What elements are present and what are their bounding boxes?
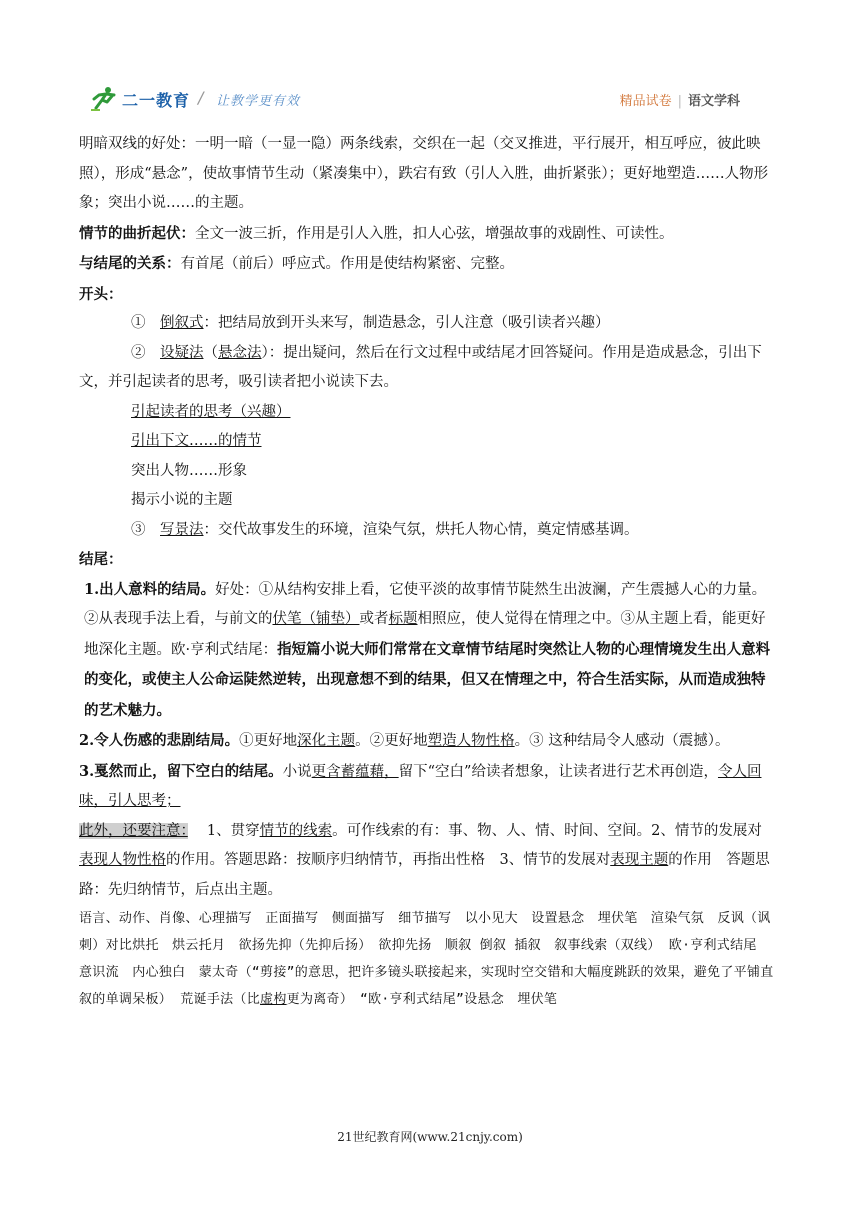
paragraph-terms — [79, 905, 775, 1013]
item-scenery — [79, 516, 775, 546]
item-flashback — [79, 309, 775, 339]
term-deepen-theme: 深化主题 — [297, 733, 356, 749]
header-subject: 语文学科 — [687, 94, 740, 109]
header-label: 精品试卷 — [619, 94, 672, 109]
ending-tragic — [79, 726, 775, 757]
ending-unexpected — [79, 575, 775, 727]
text-scenery: ：交代故事发生的环境，渲染气氛，烘托人物心情，奠定情感基调。 — [203, 521, 639, 538]
text-segment: 语言、动作、肖像、心理描写 正面描写 侧面描写 细节描写 以小见大 设置悬念 埋伏笔 渲染气氛 反讽（讽刺）对比烘托 烘云托月 欲扬先抑（先抑后扬） 欲抑先扬 顺叙 倒叙 插叙 叙事线索（双线） 欧·亨利式结尾 意识流 内心独白 蒙太奇（“剪接”的意思，把许多镜头联接起来，实现时空交错和大幅度跳跃的效果，避免了平铺直叙的单调呆板） 荒诞手法（比 — [79, 911, 774, 1007]
logo-name: 二一教育 — [122, 91, 191, 110]
term-suspense-alt: 悬念法 — [218, 344, 262, 361]
term-scenery: 写景法 — [160, 521, 204, 538]
ending-abrupt — [79, 757, 775, 817]
text-ending-relation: 有首尾（前后）呼应式。作用是使结构紧密、完整。 — [180, 256, 514, 272]
item-number: ③ — [131, 521, 146, 538]
paragraph-dual-clues: 明暗双线的好处：一明一暗（一显一隐）两条线索，交织在一起（交叉推进，平行展开，相互呼应，彼此映照），形成“悬念”，使故事情节生动（紧凑集中），跌宕有致（引人入胜，曲折紧张）；更好地塑造……人物形象；突出小说……的主题。 — [79, 136, 769, 211]
effect-thinking: 引起读者的思考（兴趣） — [131, 403, 291, 420]
text-suspense: ）：提出疑问，然后在行文过程中或结尾才回答疑问。作用是造成悬念，引出下文，并引起读者的思考，吸引读者把小说读下去。 — [79, 344, 762, 390]
heading-ending: 结尾： — [79, 551, 123, 568]
paren-open: （ — [203, 344, 218, 361]
header-separator: | — [677, 94, 682, 109]
text-segment: 相照应，使人觉得在情理之中。③从主题上看，能更好地深化主题。欧·亨利式结尾： — [84, 611, 766, 658]
effect-item — [79, 398, 775, 428]
text-segment: 的作用。答题思路：按顺序归纳情节，再指出性格 3、情节的发展对 — [166, 852, 611, 868]
text-flashback: ：把结局放到开头来写，制造悬念，引人注意（吸引读者兴趣） — [203, 315, 610, 331]
text-segment: 留下“空白”给读者想象，让读者进行艺术再创造， — [398, 763, 718, 780]
text-segment: 好处：①从结构安排上看，它使平淡的故事情节陡然生出波澜，产生震撼人心的力量。②从表现手法上看，与前文的 — [84, 581, 767, 627]
logo-slash: / — [198, 88, 204, 107]
term-fiction: 虚构 — [260, 992, 287, 1007]
effect-item — [79, 427, 775, 457]
heading-unexpected: 1.出人意料的结局。 — [84, 580, 216, 598]
runner-logo-icon — [88, 86, 120, 112]
term-aftertaste: 令人回味，引人思考； — [79, 763, 762, 809]
logo-slogan: 让教学更有效 — [216, 94, 301, 109]
heading-tragic: 2.令人伤感的悲剧结局。 — [79, 732, 240, 749]
heading-opening: 开头： — [79, 285, 123, 303]
term-implicit: 更含蓄蕴藉， — [311, 763, 399, 780]
text-segment: 小说 — [282, 763, 312, 780]
text-plot-twists: 全文一波三折，作用是引人入胜，扣人心弦，增强故事的戏剧性、可读性。 — [195, 225, 674, 242]
text-segment: 或者 — [359, 611, 389, 627]
paragraph-notes — [79, 817, 775, 906]
page-header — [88, 86, 744, 112]
item-number: ② — [131, 344, 146, 361]
effect-theme: 揭示小说的主题 — [131, 492, 233, 508]
term-title: 标题 — [388, 611, 418, 627]
paragraph-ending-relation — [79, 249, 775, 280]
text-segment: 。可作线索的有：事、物、人、情、时间、空间。2、情节的发展对 — [332, 822, 762, 839]
text-segment: 的作用 答题思路：先归纳情节，后点出主题。 — [79, 852, 770, 898]
item-suspense — [79, 339, 775, 398]
term-shape-character: 塑造人物性格 — [427, 733, 515, 749]
heading-abrupt: 3.戛然而止，留下空白的结尾。 — [79, 762, 283, 780]
text-segment: 更为离奇） “欧·亨利式结尾”设悬念 埋伏笔 — [286, 992, 558, 1007]
text-segment: 。③ 这种结局令人感动（震撼）。 — [514, 733, 730, 749]
effect-character: 突出人物……形象 — [131, 462, 247, 479]
text-ohenry-definition: 指短篇小说大师们常常在文章情节结尾时突然让人物的心理情境发生出人意料的变化，或使主人公命运陡然逆转，出现意想不到的结果，但又在情理之中，符合生活实际，从而造成独特的艺术魅力。 — [84, 640, 771, 719]
heading-plot-twists: 情节的曲折起伏： — [79, 224, 195, 242]
term-suspense: 设疑法 — [160, 344, 204, 361]
text-segment: ①更好地 — [239, 733, 298, 749]
header-right — [620, 90, 740, 109]
effect-plot: 引出下文……的情节 — [131, 433, 262, 449]
term-foreshadow: 伏笔（铺垫） — [272, 611, 360, 627]
term-theme: 表现主题 — [610, 852, 669, 868]
notes-highlight: 此外，还要注意： — [79, 822, 188, 839]
term-plot-clue: 情节的线索 — [259, 822, 333, 839]
term-flashback: 倒叙式 — [160, 315, 204, 331]
term-character: 表现人物性格 — [79, 852, 166, 868]
page-footer: 21世纪教育网(www.21cnjy.com) — [337, 1130, 523, 1144]
text-segment: 1、贯穿 — [187, 822, 260, 839]
item-number: ① — [131, 315, 146, 331]
heading-ending-relation: 与结尾的关系： — [79, 255, 181, 272]
document-body — [79, 130, 775, 1013]
text-segment: 。②更好地 — [355, 733, 428, 749]
paragraph-plot-twists — [79, 219, 775, 250]
